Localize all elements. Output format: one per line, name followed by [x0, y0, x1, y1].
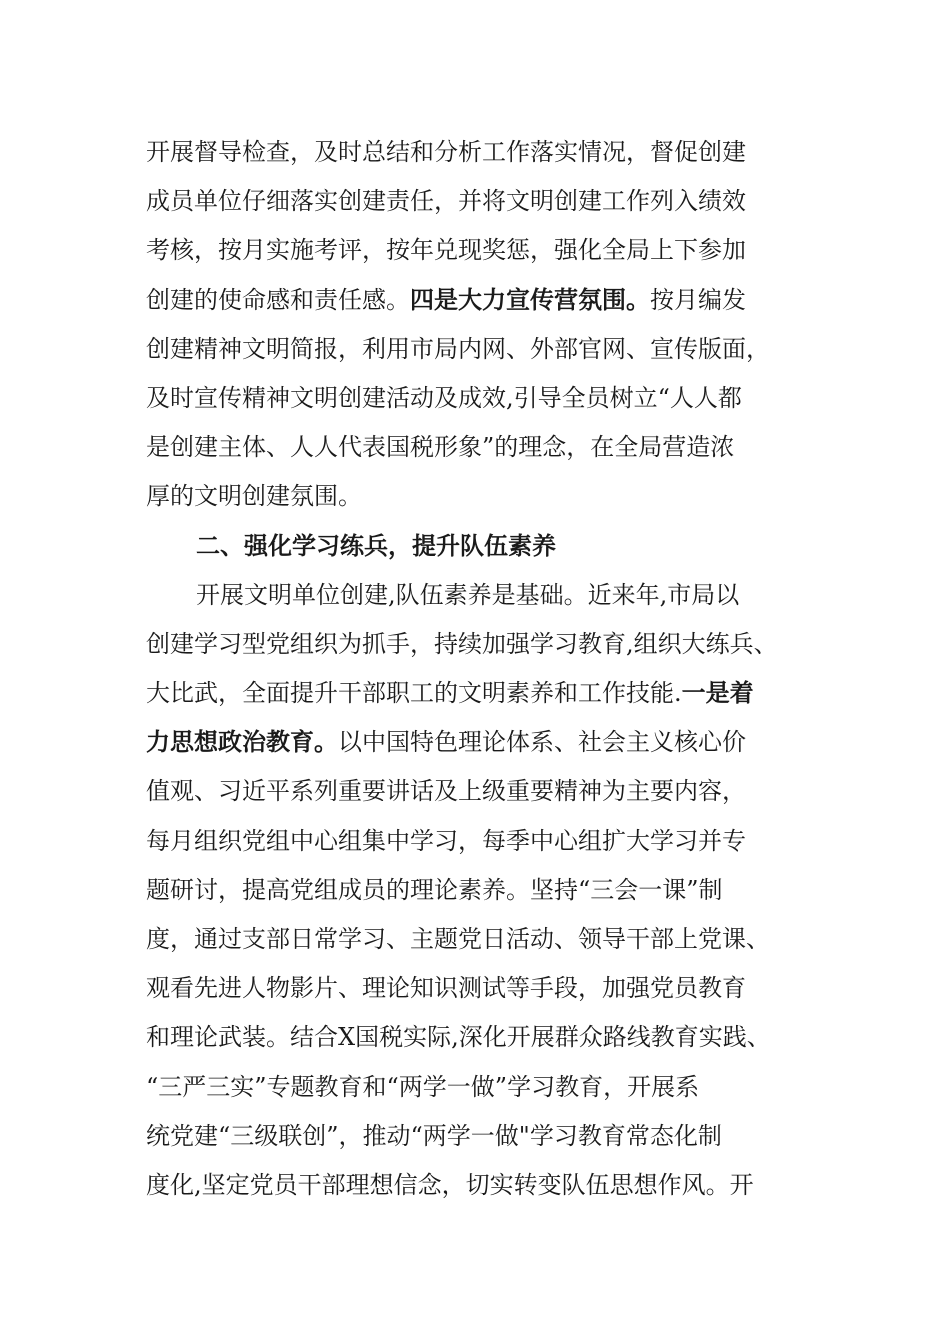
paragraph-start-line: 开展文明单位创建,队伍素养是基础。近来年,市局以	[196, 580, 740, 609]
text-line: 创建的使命感和责任感。四是大力宣传营氛围。按月编发	[146, 285, 746, 314]
text-line: 创建学习型党组织为抓手，持续加强学习教育,组织大练兵、	[146, 629, 778, 658]
text-line: 力思想政治教育。以中国特色理论体系、社会主义核心价	[146, 728, 746, 757]
text-line: 统党建“三级联创”，推动“两学一做"学习教育常态化制	[146, 1121, 722, 1150]
text-line: 和理论武装。结合X国税实际,深化开展群众路线教育实践、	[146, 1023, 771, 1052]
text-line: 及时宣传精神文明创建活动及成效,引导全员树立“人人都	[146, 383, 742, 412]
bold-lead-phrase: 力思想政治教育。	[146, 728, 338, 757]
text-line: 开展督导检查，及时总结和分析工作落实情况，督促创建	[146, 138, 746, 166]
text-line: 大比武，全面提升干部职工的文明素养和工作技能.一是着	[146, 679, 754, 708]
text-line: 成员单位仔细落实创建责任，并将文明创建工作列入绩效	[146, 187, 746, 216]
text-line: 题研讨，提高党组成员的理论素养。坚持“三会一课”制	[146, 875, 723, 904]
text-line: 值观、习近平系列重要讲话及上级重要精神为主要内容，	[146, 777, 746, 806]
text-line: 度化,坚定党员干部理想信念，切实转变队伍思想作风。开	[146, 1170, 754, 1199]
text-line: 度，通过支部日常学习、主题党日活动、领导干部上党课、	[146, 925, 770, 953]
text-line: “三严三实”专题教育和“两学一做”学习教育，开展系	[146, 1072, 700, 1101]
bold-lead-phrase: 四是大力宣传营氛围。	[410, 285, 650, 314]
body-text	[146, 128, 816, 1210]
text-line: 考核，按月实施考评，按年兑现奖惩，强化全局上下参加	[146, 236, 746, 265]
section-heading: 二、强化学习练兵，提升队伍素养	[196, 531, 556, 560]
text-line: 是创建主体、人人代表国税形象”的理念，在全局营造浓	[146, 433, 735, 462]
text-line: 每月组织党组中心组集中学习，每季中心组扩大学习并专	[146, 826, 746, 855]
bold-lead-phrase: 一是着	[681, 679, 754, 708]
text-line: 创建精神文明简报，利用市局内网、外部官网、宣传版面，	[146, 334, 770, 363]
text-line: 厚的文明创建氛围。	[146, 482, 362, 511]
text-line: 观看先进人物影片、理论知识测试等手段，加强党员教育	[146, 974, 746, 1003]
